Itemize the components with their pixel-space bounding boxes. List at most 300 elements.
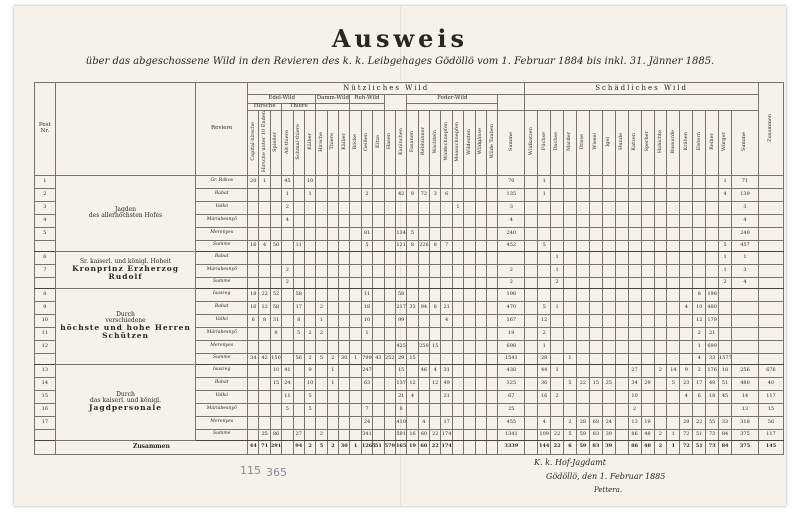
summe-cell <box>282 429 293 440</box>
zusammen-cell: 73 <box>706 440 719 454</box>
row-cell <box>564 288 577 301</box>
header-col-label: Hirsche <box>317 131 324 152</box>
row-cell <box>248 188 259 201</box>
row-cell: 2 <box>538 327 551 340</box>
row-cell <box>654 214 667 227</box>
row-cell <box>576 364 589 377</box>
row-cell <box>564 264 577 277</box>
summe-cell <box>576 277 589 288</box>
row-cell <box>654 340 667 353</box>
row-cell <box>316 416 327 429</box>
row-cell <box>576 227 589 240</box>
row-cell <box>430 175 441 188</box>
row-cell: 52 <box>270 288 281 301</box>
zusammen-cell: 51 <box>693 440 706 454</box>
row-cell: 41 <box>282 364 293 377</box>
header-nuetzliches-wild: Nützliches Wild <box>248 83 525 95</box>
row-cell: 240 <box>498 227 525 240</box>
summe-cell: 174 <box>441 429 452 440</box>
row-cell: 5 <box>282 403 293 416</box>
row-cell <box>384 390 395 403</box>
summe-cell: 375 <box>732 429 759 440</box>
row-cell: 4 <box>430 364 441 377</box>
row-cell <box>525 416 538 429</box>
row-cell <box>602 227 615 240</box>
entity-name: höchste und hohe Herren Schützen <box>60 323 191 341</box>
row-cell <box>551 377 564 390</box>
row-cell <box>248 364 259 377</box>
summe-cell: 59 <box>576 429 589 440</box>
summe-cell: 51 <box>693 429 706 440</box>
row-cell: 21 <box>441 390 452 403</box>
summe-cell <box>441 353 452 364</box>
row-cell <box>350 377 361 390</box>
row-cell <box>475 288 486 301</box>
summe-label: Summe <box>196 277 248 288</box>
header-col-label: Hunde <box>618 133 625 151</box>
summe-cell: 226 <box>418 240 429 251</box>
row-cell <box>589 288 602 301</box>
header-col-label: Elstern <box>695 132 702 151</box>
row-cell <box>576 288 589 301</box>
row-cell <box>293 188 304 201</box>
row-cell <box>418 327 429 340</box>
row-cell <box>732 340 759 353</box>
row-cell: 1 <box>316 314 327 327</box>
row-cell <box>564 214 577 227</box>
summe-cell <box>602 240 615 251</box>
summe-cell <box>576 353 589 364</box>
entity-name: Jagdpersonale <box>89 403 163 413</box>
row-cell <box>486 201 497 214</box>
row-cell: 15 <box>589 377 602 390</box>
row-cell <box>293 175 304 188</box>
row-cell: 12 <box>259 301 270 314</box>
zusammen-cell: 2 <box>304 440 315 454</box>
summe-cell <box>384 240 395 251</box>
header-col-nutz-16 <box>430 111 441 176</box>
row-cell <box>758 264 783 277</box>
row-cell <box>327 390 338 403</box>
summe-cell <box>384 277 395 288</box>
row-cell: 14 <box>732 390 759 403</box>
header-col-nutz-18 <box>452 111 463 176</box>
row-cell <box>706 175 719 188</box>
header-col-nutz-7 <box>327 111 338 176</box>
row-cell <box>452 214 463 227</box>
row-cell <box>304 264 315 277</box>
row-cell <box>693 188 706 201</box>
row-cell <box>576 390 589 403</box>
row-cell <box>327 288 338 301</box>
row-cell <box>259 227 270 240</box>
row-cell: 1 <box>732 251 759 264</box>
row-cell <box>641 188 654 201</box>
row-cell <box>628 251 641 264</box>
row-cell <box>248 416 259 429</box>
row-cell: 2 <box>551 390 564 403</box>
row-cell <box>430 264 441 277</box>
row-revier: Máriabesnyő <box>196 403 248 416</box>
footer-office: K. k. Hof-Jagdamt <box>534 458 606 467</box>
header-col-label: Wiesel <box>592 133 599 150</box>
row-cell <box>259 377 270 390</box>
row-cell <box>602 327 615 340</box>
summe-cell: 2 <box>654 429 667 440</box>
summe-cell: 2 <box>719 277 732 288</box>
row-cell <box>654 377 667 390</box>
row-cell <box>418 314 429 327</box>
summe-cell <box>339 240 350 251</box>
header-col-schad-10 <box>654 111 667 176</box>
summe-cell <box>464 277 475 288</box>
header-col-nutz-14 <box>407 111 418 176</box>
row-cell <box>395 327 406 340</box>
row-cell: 42 <box>395 188 406 201</box>
header-col-label: Dachse <box>553 132 560 151</box>
row-cell <box>551 201 564 214</box>
row-cell <box>538 264 551 277</box>
row-cell: 31 <box>270 314 281 327</box>
row-revier: Valkó <box>196 201 248 214</box>
row-cell <box>464 416 475 429</box>
row-cell <box>350 327 361 340</box>
row-cell <box>248 327 259 340</box>
zusammen-cell: 165 <box>395 440 406 454</box>
entity-cell-2 <box>55 288 196 364</box>
row-cell: 17 <box>693 377 706 390</box>
row-cell: 15 <box>270 377 281 390</box>
header-col-label: Schmal-thiere <box>295 123 302 160</box>
row-cell <box>418 227 429 240</box>
summe-cell: 60 <box>418 429 429 440</box>
zusammen-cell: 51 <box>373 440 384 454</box>
row-cell: 8 <box>293 314 304 327</box>
summe-cell: 457 <box>732 240 759 251</box>
row-cell <box>293 214 304 227</box>
row-cell: 4 <box>680 301 693 314</box>
row-cell: 67 <box>498 390 525 403</box>
row-cell <box>418 288 429 301</box>
row-cell <box>641 227 654 240</box>
header-col-label: Iltisse <box>579 133 586 150</box>
summe-cell: 56 <box>293 353 304 364</box>
row-cell: 15 <box>395 364 406 377</box>
row-cell <box>525 251 538 264</box>
row-cell <box>525 288 538 301</box>
header-col-nutz-6 <box>316 111 327 176</box>
zusammen-cell: 174 <box>441 440 452 454</box>
header-col-nutz-3 <box>282 111 293 176</box>
row-cell <box>327 264 338 277</box>
row-cell <box>339 201 350 214</box>
row-cell <box>282 251 293 264</box>
row-cell <box>654 327 667 340</box>
row-cell <box>680 314 693 327</box>
row-cell <box>418 264 429 277</box>
summe-cell <box>452 277 463 288</box>
row-cell: 256 <box>732 364 759 377</box>
row-cell <box>327 416 338 429</box>
summe-cell: 2 <box>327 353 338 364</box>
summe-cell <box>270 277 281 288</box>
row-cell <box>564 340 577 353</box>
row-cell <box>373 301 384 314</box>
summe-cell <box>259 277 270 288</box>
row-cell <box>475 188 486 201</box>
header-col-label: Summe <box>741 131 748 152</box>
zusammen-nr <box>35 440 56 454</box>
summe-cell: 799 <box>361 353 372 364</box>
row-cell: 22 <box>576 377 589 390</box>
row-cell: 25 <box>498 403 525 416</box>
row-cell <box>486 188 497 201</box>
row-cell: 12 <box>538 314 551 327</box>
row-cell <box>758 251 783 264</box>
row-cell: 2 <box>361 188 372 201</box>
row-cell <box>304 201 315 214</box>
row-cell <box>680 264 693 277</box>
zusammen-cell: 5 <box>316 440 327 454</box>
row-cell <box>602 314 615 327</box>
row-cell <box>615 214 628 227</box>
row-cell <box>576 327 589 340</box>
summe-cell <box>564 277 577 288</box>
summe-cell <box>327 240 338 251</box>
row-cell <box>270 251 281 264</box>
row-cell <box>654 416 667 429</box>
row-cell <box>384 227 395 240</box>
row-cell <box>758 327 783 340</box>
summe-cell <box>373 277 384 288</box>
row-cell <box>339 390 350 403</box>
zusammen-cell <box>282 440 293 454</box>
row-cell <box>452 288 463 301</box>
row-cell <box>441 175 452 188</box>
row-cell: 68 <box>589 416 602 429</box>
row-cell <box>486 314 497 327</box>
summe-cell <box>641 353 654 364</box>
summe-cell: 1341 <box>498 429 525 440</box>
row-cell: 2 <box>564 416 577 429</box>
row-cell: 5 <box>293 327 304 340</box>
row-cell <box>564 364 577 377</box>
row-cell: 2 <box>282 264 293 277</box>
row-cell <box>395 251 406 264</box>
row-cell: 36 <box>538 377 551 390</box>
summe-cell: 591 <box>395 429 406 440</box>
row-cell: 33 <box>719 416 732 429</box>
header-col-nutz-12 <box>384 111 395 176</box>
summe-cell <box>486 240 497 251</box>
row-cell <box>628 288 641 301</box>
summe-cell: 16 <box>407 429 418 440</box>
row-cell <box>602 403 615 416</box>
header-col-label: Reiher <box>708 133 715 150</box>
row-cell: 18 <box>248 288 259 301</box>
row-cell <box>525 377 538 390</box>
row-cell <box>641 175 654 188</box>
row-cell <box>316 264 327 277</box>
summe-cell <box>452 353 463 364</box>
summe-cell: 4 <box>732 277 759 288</box>
summe-cell <box>304 277 315 288</box>
zusammen-cell: 144 <box>538 440 551 454</box>
row-cell <box>719 327 732 340</box>
row-cell: 94 <box>418 301 429 314</box>
summe-cell: 4 <box>259 240 270 251</box>
row-nr: 6 <box>35 251 56 264</box>
summe-cell <box>475 353 486 364</box>
row-cell <box>551 227 564 240</box>
row-cell <box>706 227 719 240</box>
summe-cell <box>304 429 315 440</box>
header-col-schad-16 <box>732 111 759 176</box>
row-cell: 9 <box>680 364 693 377</box>
row-cell <box>293 364 304 377</box>
row-cell <box>758 288 783 301</box>
row-cell <box>248 264 259 277</box>
row-cell <box>316 188 327 201</box>
row-cell <box>248 403 259 416</box>
row-revier: Merenyes <box>196 416 248 429</box>
row-cell: 19 <box>641 416 654 429</box>
row-cell <box>464 377 475 390</box>
summe-cell: 25 <box>259 429 270 440</box>
row-cell <box>452 188 463 201</box>
row-cell <box>384 251 395 264</box>
row-cell <box>628 214 641 227</box>
entity-line: verschiedene <box>105 317 146 325</box>
row-cell <box>395 201 406 214</box>
row-cell <box>418 377 429 390</box>
row-cell <box>525 390 538 403</box>
row-cell: 21 <box>395 390 406 403</box>
header-col-label: Böcke <box>352 133 359 150</box>
summe-cell: 30 <box>339 353 350 364</box>
summe-cell <box>407 277 418 288</box>
row-cell <box>628 175 641 188</box>
row-cell: 139 <box>732 188 759 201</box>
summe-cell <box>693 277 706 288</box>
row-cell <box>486 364 497 377</box>
row-cell <box>486 288 497 301</box>
document-sheet <box>14 6 786 506</box>
row-cell <box>615 340 628 353</box>
row-cell <box>628 201 641 214</box>
row-cell <box>475 214 486 227</box>
row-cell: 1 <box>327 377 338 390</box>
row-cell <box>641 340 654 353</box>
row-cell <box>564 251 577 264</box>
summe-cell: 2 <box>551 277 564 288</box>
summe-cell <box>615 353 628 364</box>
row-revier: Babat <box>196 251 248 264</box>
row-cell <box>384 327 395 340</box>
row-cell <box>270 340 281 353</box>
row-cell: 46 <box>418 364 429 377</box>
row-cell <box>602 188 615 201</box>
row-cell <box>475 364 486 377</box>
row-cell <box>719 301 732 314</box>
summe-cell <box>680 353 693 364</box>
row-cell <box>452 227 463 240</box>
row-nr: 2 <box>35 188 56 201</box>
row-cell <box>339 314 350 327</box>
table-row <box>35 175 784 188</box>
row-revier: Babat <box>196 301 248 314</box>
header-col-label: Habichte <box>656 129 663 154</box>
row-cell: 3 <box>498 201 525 214</box>
row-cell: 56 <box>758 416 783 429</box>
row-cell <box>654 251 667 264</box>
summe-cell: 72 <box>680 429 693 440</box>
row-cell <box>680 403 693 416</box>
row-cell <box>373 201 384 214</box>
row-cell <box>693 201 706 214</box>
summe-cell <box>486 353 497 364</box>
row-cell: 4 <box>498 214 525 227</box>
row-cell: 13 <box>732 403 759 416</box>
row-cell <box>316 175 327 188</box>
row-cell <box>602 288 615 301</box>
row-cell: 15 <box>430 340 441 353</box>
zusammen-cell: 86 <box>628 440 641 454</box>
row-cell <box>758 214 783 227</box>
row-cell <box>641 327 654 340</box>
row-cell <box>339 175 350 188</box>
row-cell: 29 <box>680 416 693 429</box>
row-cell: 698 <box>498 340 525 353</box>
header-col-label: Alt-thiere <box>283 129 290 154</box>
row-cell <box>464 314 475 327</box>
row-cell: 71 <box>732 175 759 188</box>
row-cell <box>452 327 463 340</box>
row-cell <box>564 201 577 214</box>
row-cell <box>693 214 706 227</box>
row-cell <box>327 327 338 340</box>
row-cell: 4 <box>732 214 759 227</box>
row-cell <box>667 175 680 188</box>
row-cell <box>525 327 538 340</box>
row-cell <box>475 251 486 264</box>
summe-cell <box>525 353 538 364</box>
row-cell <box>498 251 525 264</box>
row-cell <box>719 403 732 416</box>
row-cell <box>667 301 680 314</box>
row-nr: 17 <box>35 416 56 429</box>
header-col-label: Sperber <box>643 131 650 152</box>
header-col-schad-11 <box>667 111 680 176</box>
row-cell: 31 <box>441 364 452 377</box>
header-col-label: Fasanen <box>408 131 415 153</box>
row-cell: 1 <box>538 175 551 188</box>
summe-cell: 22 <box>551 429 564 440</box>
row-cell <box>706 251 719 264</box>
header-col-label: Waldschnepfen <box>443 122 450 161</box>
row-cell <box>248 214 259 227</box>
row-cell <box>373 251 384 264</box>
row-cell: 44 <box>538 364 551 377</box>
row-cell: 137 <box>395 377 406 390</box>
row-cell: 5 <box>564 377 577 390</box>
summe-cell: 50 <box>270 240 281 251</box>
header-revier: Reviere <box>196 83 248 176</box>
row-cell <box>339 227 350 240</box>
summe-cell <box>525 240 538 251</box>
summe-cell <box>373 240 384 251</box>
header-schad-top <box>525 95 759 111</box>
